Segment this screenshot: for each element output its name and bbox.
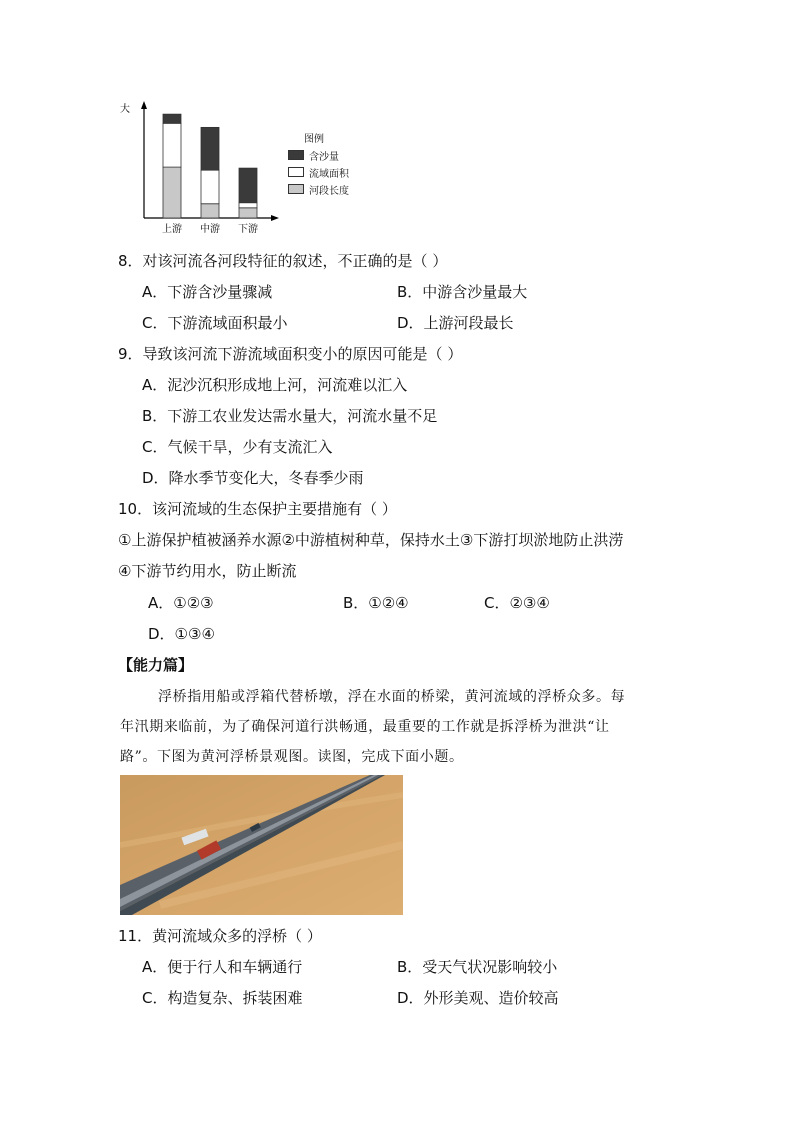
q10-option-a: A．①②③ <box>148 594 214 612</box>
section-heading: 【能力篇】 <box>118 656 194 674</box>
bar-1-series-1 <box>201 170 219 204</box>
q8-option-a: A．下游含沙量骤减 <box>142 283 273 301</box>
q11-option-d: D．外形美观、造价较高 <box>397 989 559 1007</box>
question-9-stem: 9．导致该河流下游流域面积变小的原因可能是（ ） <box>118 345 463 363</box>
q11-option-c: C．构造复杂、拆装困难 <box>142 989 303 1007</box>
x-tick-label-0: 上游 <box>162 224 182 235</box>
q10-option-c: C．②③④ <box>484 594 550 612</box>
bar-2-series-2 <box>239 208 257 218</box>
legend-title: 图例 <box>304 134 324 145</box>
x-tick-label-2: 下游 <box>238 224 258 235</box>
q10-measures-line-2: ④下游节约用水，防止断流 <box>118 562 297 580</box>
legend-swatch-basin-area <box>288 167 304 177</box>
bars-group <box>163 114 257 218</box>
q11-option-a: A．便于行人和车辆通行 <box>142 958 303 976</box>
bar-0-series-0 <box>163 114 181 123</box>
river-section-chart <box>118 98 368 238</box>
bar-1-series-0 <box>201 127 219 170</box>
q10-measures-line-1: ①上游保护植被涵养水源②中游植树种草，保持水土③下游打坝淤地防止洪涝 <box>118 531 624 549</box>
q9-option-a: A．泥沙沉积形成地上河，河流难以汇入 <box>142 376 408 394</box>
bar-2-series-1 <box>239 203 257 208</box>
legend-label-sediment: 含沙量 <box>309 152 339 163</box>
legend-swatch-sediment <box>288 150 304 160</box>
x-axis-arrow <box>271 215 279 221</box>
question-11-stem: 11．黄河流域众多的浮桥（ ） <box>118 927 322 945</box>
x-tick-label-1: 中游 <box>200 224 220 235</box>
bar-0-series-2 <box>163 167 181 218</box>
q9-option-d: D．降水季节变化大，冬春季少雨 <box>142 469 364 487</box>
passage-line-3: 路”。下图为黄河浮桥景观图。读图，完成下面小题。 <box>120 749 464 765</box>
question-8-stem: 8．对该河流各河段特征的叙述，不正确的是（ ） <box>118 252 448 270</box>
legend-swatch-section-length <box>288 184 304 194</box>
q9-option-c: C．气候干旱，少有支流汇入 <box>142 438 333 456</box>
legend-label-section-length: 河段长度 <box>309 186 349 197</box>
q9-option-b: B．下游工农业发达需水量大，河流水量不足 <box>142 407 438 425</box>
q8-option-d: D．上游河段最长 <box>397 314 514 332</box>
q10-option-d: D．①③④ <box>148 625 215 643</box>
passage-line-2: 年汛期来临前，为了确保河道行洪畅通，最重要的工作就是拆浮桥为泄洪“让 <box>120 719 610 735</box>
bar-2-series-0 <box>239 168 257 203</box>
x-tick-labels <box>162 222 258 235</box>
q10-option-b: B．①②④ <box>343 594 409 612</box>
pontoon-bridge-photo <box>120 775 403 915</box>
y-axis-arrow <box>141 101 147 109</box>
q11-option-b: B．受天气状况影响较小 <box>397 958 558 976</box>
passage-line-1: 浮桥指用船或浮箱代替桥墩，浮在水面的桥梁，黄河流域的浮桥众多。每 <box>158 689 626 705</box>
bar-1-series-2 <box>201 204 219 218</box>
pontoon-bridge-illustration <box>120 775 403 915</box>
bar-0-series-1 <box>163 123 181 167</box>
legend-label-basin-area: 流域面积 <box>309 169 349 180</box>
question-10-stem: 10．该河流域的生态保护主要措施有（ ） <box>118 500 397 518</box>
q8-option-c: C．下游流域面积最小 <box>142 314 288 332</box>
y-axis-label: 大 <box>120 104 130 115</box>
q8-option-b: B．中游含沙量最大 <box>397 283 528 301</box>
